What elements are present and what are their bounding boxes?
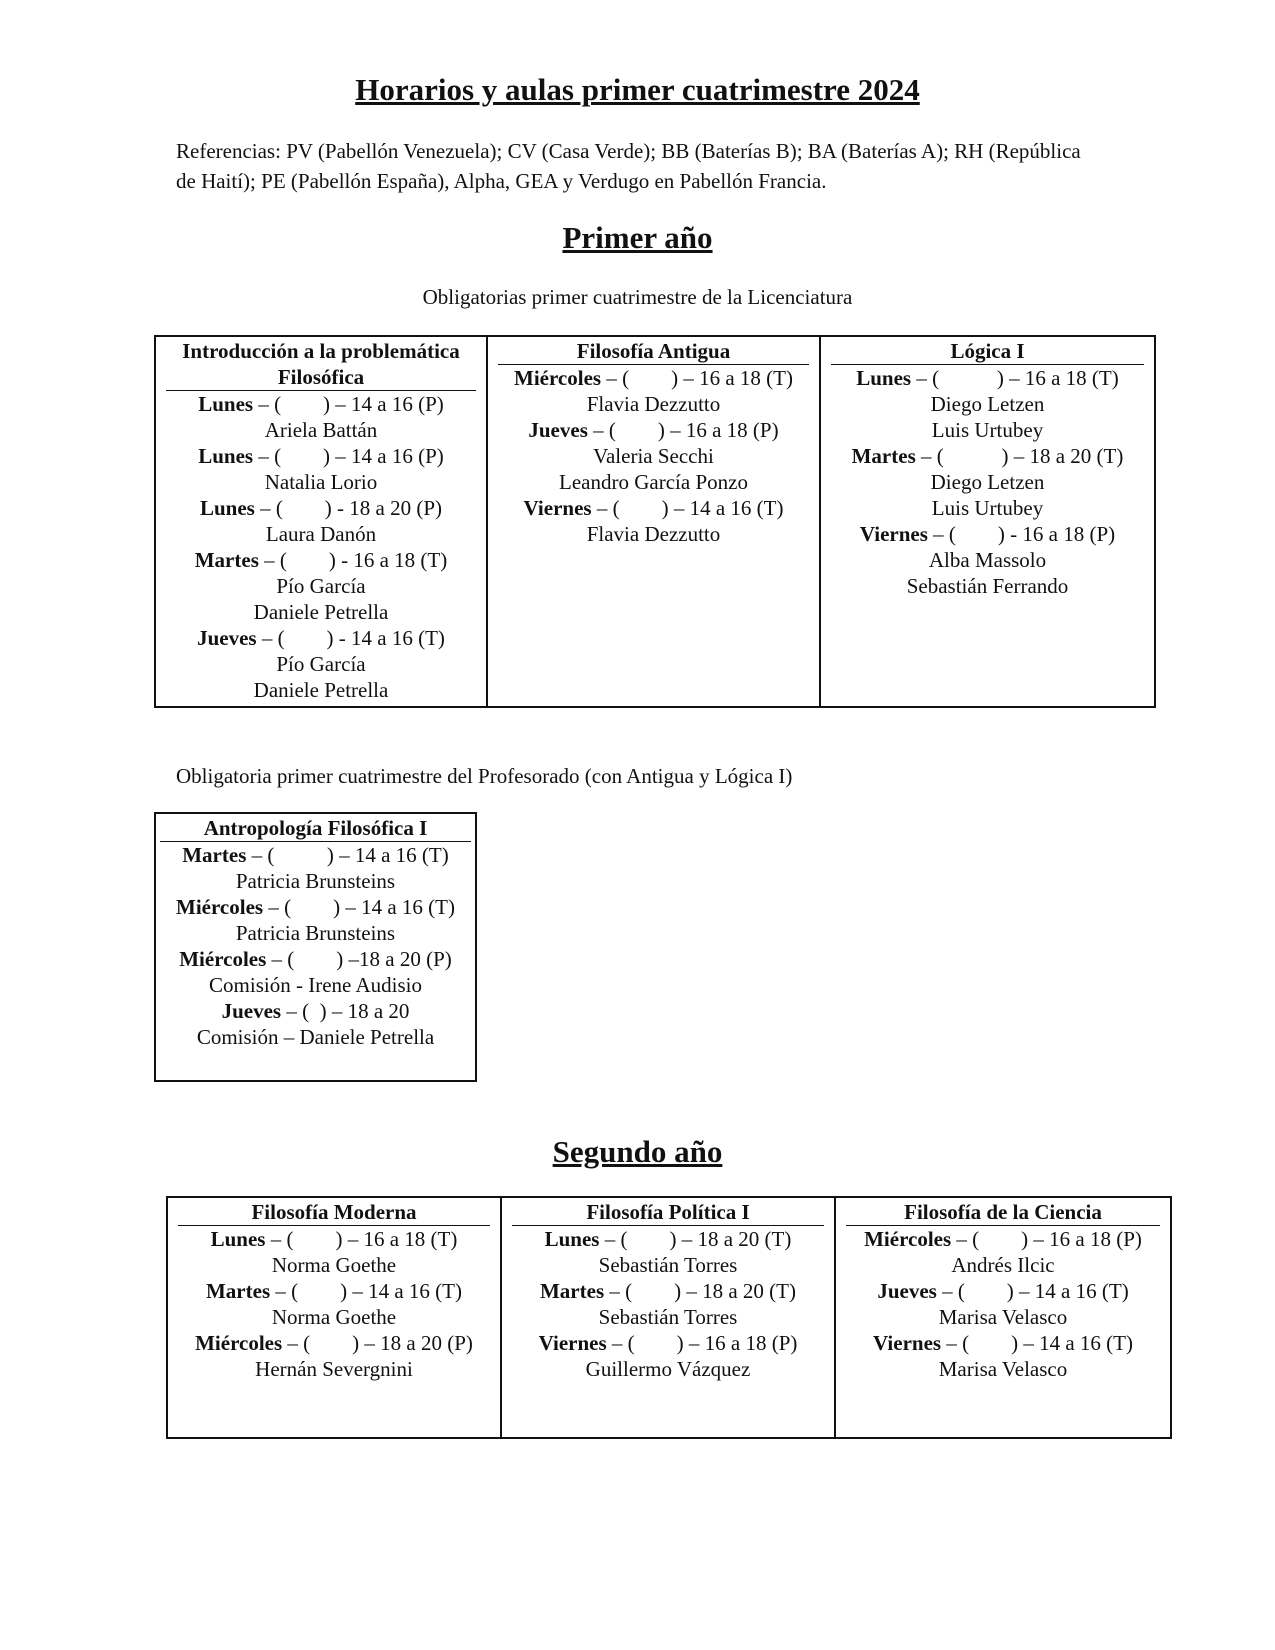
instructor-name: Comisión – Daniele Petrella — [196, 1025, 435, 1049]
slot-time: – ( ) – 14 a 16 (P) — [253, 392, 444, 416]
slot-day: Martes — [205, 1279, 271, 1303]
slot-day: Jueves — [877, 1279, 937, 1303]
slot-time: – ( ) –18 a 20 (P) — [266, 947, 452, 971]
slot-day: Lunes — [856, 366, 912, 390]
instructor-name: Marisa Velasco — [938, 1305, 1068, 1329]
schedule-slot — [166, 547, 476, 625]
slot-day: Lunes — [199, 496, 255, 520]
slot-time: – ( ) – 18 a 20 (T) — [599, 1227, 792, 1251]
schedule-slot — [178, 1278, 490, 1330]
table-row — [155, 813, 476, 1081]
slot-time: – ( ) – 18 a 20 (T) — [915, 444, 1124, 468]
slot-day: Lunes — [198, 444, 254, 468]
schedule-slot — [166, 495, 476, 547]
slot-day: Viernes — [538, 1331, 607, 1355]
schedule-slot — [178, 1330, 490, 1382]
instructor-name: Sebastián Torres — [598, 1253, 738, 1277]
slot-time: – ( ) – 16 a 18 (P) — [587, 418, 779, 442]
schedule-slot — [166, 391, 476, 443]
slot-day: Miércoles — [176, 895, 264, 919]
instructor-name: Guillermo Vázquez — [585, 1357, 751, 1381]
licenciatura-subtitle: Obligatorias primer cuatrimestre de la Licenciatura — [422, 285, 853, 309]
instructor-name: Sebastián Torres — [598, 1305, 738, 1329]
instructor-name: Luis Urtubey — [931, 418, 1044, 442]
course-cell-introduccion — [155, 336, 487, 707]
instructor-name: Flavia Dezzutto — [586, 522, 721, 546]
course-cell-moderna — [167, 1197, 501, 1438]
page-title: Horarios y aulas primer cuatrimestre 2024 — [355, 72, 920, 107]
schedule-slot — [160, 946, 471, 998]
slot-time: – ( ) – 14 a 16 (T) — [591, 496, 784, 520]
schedule-slot — [512, 1330, 824, 1382]
course-name: Lógica I — [831, 337, 1144, 365]
slot-day: Viernes — [873, 1331, 942, 1355]
slot-day: Martes — [851, 444, 916, 468]
slot-time: – ( ) – 18 a 20 (T) — [604, 1279, 796, 1303]
schedule-slot — [178, 1226, 490, 1278]
slot-time: – ( ) - 14 a 16 (T) — [256, 626, 445, 650]
slot-day: Martes — [539, 1279, 605, 1303]
slot-time: – ( ) – 18 a 20 — [281, 999, 410, 1023]
instructor-name: Daniele Petrella — [253, 678, 389, 702]
course-name: Filosofía Política I — [512, 1198, 824, 1226]
instructor-name: Natalia Lorio — [264, 470, 378, 494]
table-row — [155, 336, 1155, 707]
slot-day: Martes — [194, 548, 259, 572]
slot-time: – ( ) – 14 a 16 (P) — [253, 444, 444, 468]
course-cell-logica — [820, 336, 1155, 707]
section-heading-primer: Primer año — [562, 220, 713, 255]
instructor-name: Valeria Secchi — [593, 444, 714, 468]
schedule-slot — [831, 365, 1144, 443]
slot-time: – ( ) – 14 a 16 (T) Patricia Brunsteins — [235, 895, 461, 945]
slot-day: Miércoles — [195, 1331, 283, 1355]
schedule-slot — [846, 1278, 1160, 1330]
slot-time: – ( ) - 16 a 18 (T) — [258, 548, 448, 572]
instructor-name: Comisión - Irene Audisio — [209, 973, 422, 997]
schedule-slot — [831, 521, 1144, 599]
instructor-name: Marisa Velasco — [938, 1357, 1068, 1381]
instructor-name: Pío García — [276, 574, 366, 598]
instructor-name: Andrés Ilcic — [951, 1253, 1055, 1277]
slot-day: Miércoles — [514, 366, 602, 390]
primer-licenciatura-table — [154, 335, 1156, 708]
schedule-slot — [831, 443, 1144, 521]
slot-time: – ( ) – 14 a 16 (T) — [270, 1279, 462, 1303]
instructor-name: Alba Massolo — [928, 548, 1047, 572]
instructor-name: Diego Letzen — [930, 392, 1045, 416]
schedule-slot — [160, 998, 471, 1050]
slot-day: Miércoles — [864, 1227, 952, 1251]
slot-time: – ( ) – 16 a 18 (T) — [911, 366, 1119, 390]
instructor-name: Norma Goethe — [271, 1305, 397, 1329]
schedule-slot — [160, 842, 471, 894]
course-name: Filosofía de la Ciencia — [846, 1198, 1160, 1226]
slot-day: Viernes — [859, 522, 928, 546]
schedule-slot — [160, 894, 471, 946]
course-cell-ciencia — [835, 1197, 1171, 1438]
profesorado-subtitle: Obligatoria primer cuatrimestre del Profesorado (con Antigua y Lógica I) — [176, 764, 793, 788]
instructor-name: Pío García — [276, 652, 366, 676]
slot-day: Martes — [182, 843, 247, 867]
schedule-slot — [846, 1330, 1160, 1382]
instructor-name: Luis Urtubey — [931, 496, 1044, 520]
slot-day: Jueves — [221, 999, 282, 1023]
schedule-slot — [512, 1278, 824, 1330]
slot-time: – ( ) – 16 a 18 (T) — [601, 366, 793, 390]
schedule-slot — [846, 1226, 1160, 1278]
slot-time: – ( ) – 16 a 18 (P) — [606, 1331, 798, 1355]
instructor-name: Hernán Severgnini — [255, 1357, 413, 1381]
slot-time: – ( ) – 18 a 20 (P) — [282, 1331, 473, 1355]
slot-time: – ( ) - 18 a 20 (P) — [254, 496, 443, 520]
schedule-slot — [166, 443, 476, 495]
references-paragraph: Referencias: PV (Pabellón Venezuela); CV (Casa Verde); BB (Baterías B); BA (Baterías A); RH (República de Haití); PE (Pabellón España), Alpha, GEA y Verdugo en Pabellón Francia. — [176, 139, 1081, 193]
course-name: Antropología Filosófica I — [160, 814, 471, 842]
instructor-name: Flavia Dezzutto — [586, 392, 721, 416]
course-cell-antigua — [487, 336, 820, 707]
slot-day: Lunes — [544, 1227, 600, 1251]
slot-day: Jueves — [197, 626, 257, 650]
slot-time: – ( ) – 16 a 18 (P) — [951, 1227, 1142, 1251]
slot-day: Lunes — [210, 1227, 266, 1251]
instructor-name: Daniele Petrella — [253, 600, 389, 624]
instructor-name: Patricia Brunsteins — [235, 869, 396, 893]
instructor-name: Ariela Battán — [264, 418, 378, 442]
course-cell-politica — [501, 1197, 835, 1438]
instructor-name: Leandro García Ponzo — [559, 470, 748, 494]
schedule-slot — [498, 417, 809, 495]
profesorado-table — [154, 812, 477, 1082]
slot-time: – ( ) - 16 a 18 (P) — [927, 522, 1116, 546]
slot-day: Lunes — [198, 392, 254, 416]
instructor-name: Diego Letzen — [930, 470, 1045, 494]
schedule-slot — [498, 365, 809, 417]
course-name: Introducción a la problemática Filosófica — [166, 337, 476, 391]
section-heading-segundo: Segundo año — [552, 1134, 723, 1169]
slot-time: – ( ) – 14 a 16 (T) — [941, 1331, 1133, 1355]
slot-time: – ( ) – 14 a 16 (T) — [936, 1279, 1129, 1303]
course-name: Filosofía Antigua — [498, 337, 809, 365]
segundo-table — [166, 1196, 1172, 1439]
instructor-name: Norma Goethe — [271, 1253, 397, 1277]
table-row — [167, 1197, 1171, 1438]
schedule-slot — [512, 1226, 824, 1278]
slot-time: – ( ) – 14 a 16 (T) — [246, 843, 449, 867]
instructor-name: Laura Danón — [265, 522, 377, 546]
course-name: Filosofía Moderna — [178, 1198, 490, 1226]
schedule-slot — [498, 495, 809, 547]
slot-day: Jueves — [528, 418, 588, 442]
schedule-slot — [166, 625, 476, 703]
slot-day: Viernes — [523, 496, 592, 520]
slot-day: Miércoles — [179, 947, 267, 971]
instructor-name: Sebastián Ferrando — [906, 574, 1069, 598]
course-cell-antropologia — [155, 813, 476, 1081]
slot-time: – ( ) – 16 a 18 (T) — [265, 1227, 458, 1251]
